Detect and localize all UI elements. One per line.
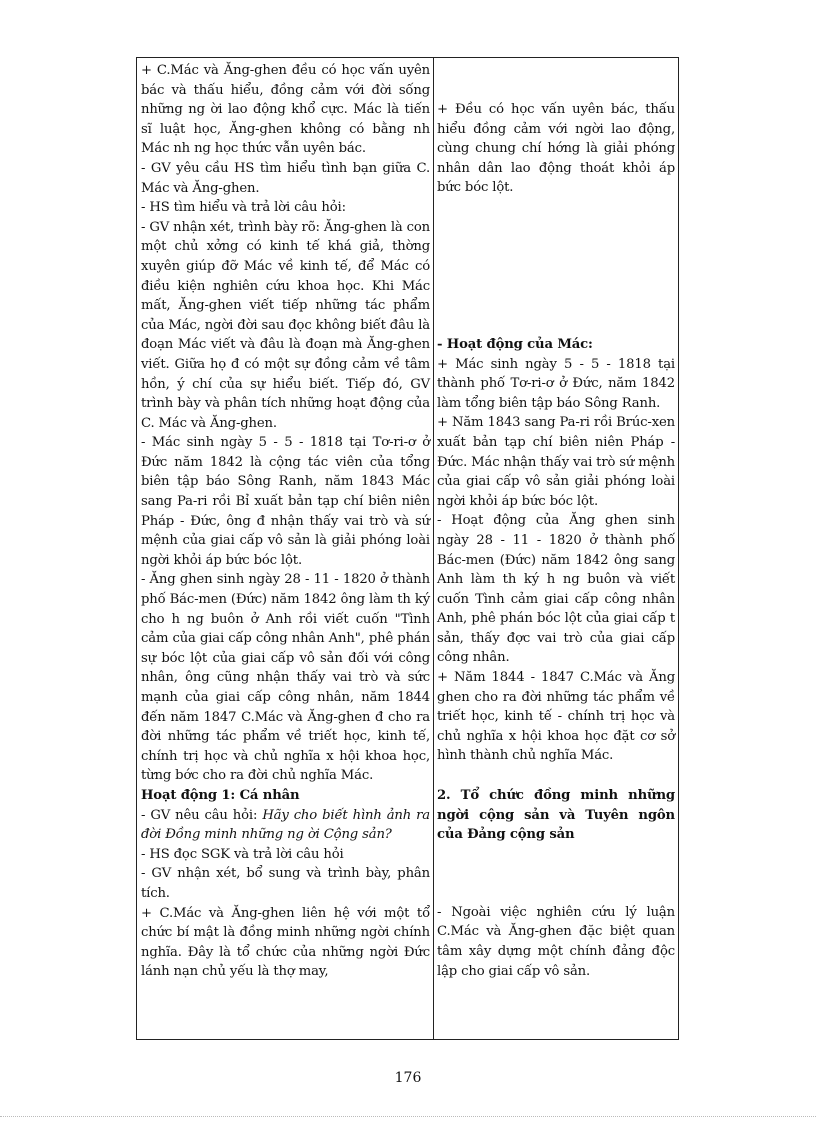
paragraph: + Năm 1844 - 1847 C.Mác và Ăng ghen cho ra đời những tác phẩm về triết học, kinh tế - chính trị học và chủ nghĩa x hội khoa học đặt cơ sở hình thành chủ nghĩa Mác. (437, 670, 675, 764)
paragraph: + Năm 1843 sang Pa-ri rồi Brúc-xen xuất bản tạp chí biên niên Pháp - Đức. Mác nhận thấy vai trò sứ mệnh của giai cấp vô sản giải phóng loài ngời khỏi áp bức bóc lột. (437, 415, 676, 509)
section-heading: 2. Tổ chức đồng minh những ngời cộng sản và Tuyên ngôn của Đảng cộng sản (437, 788, 675, 843)
teacher-activity-column (137, 58, 434, 1039)
paragraph: - GV nhận xét, trình bày rõ: Ăng-ghen là con một chủ xởng có kinh tế khá giả, thờng xuyên giúp đỡ Mác về kinh tế, để Mác có điều kiện nghiên cứu khoa học. Khi Mác mất, Ăng-ghen viết tiếp những tác phẩm của Mác, ngời đời sau đọc không biết đâu là đoạn Mác viết và đâu là đoạn mà Ăng-ghen viết. Giữa họ đ có một sự đồng cảm về tâm hồn, ý chí của sự hiểu biết. Tiếp đó, GV trình bày và phân tích những hoạt động của C. Mác và Ăng-ghen. (141, 219, 431, 431)
question-text: Hãy cho biết hình ảnh ra đời Đồng minh những ng ời Cộng sản? (141, 807, 430, 843)
activity-question (141, 806, 430, 845)
paragraph: + C.Mác và Ăng-ghen đều có học vấn uyên bác và thấu hiểu, đồng cảm với đời sống những ng ời lao động khổ cực. Mác là tiến sĩ luật học, Ăng-ghen không có bằng nh Mác nh ng học thức vẫn uyên bác. (141, 63, 430, 157)
paragraph: + Đều có học vấn uyên bác, thấu hiểu đồng cảm với ngời lao động, cùng chung chí hớng là giải phóng nhân dân lao động thoát khỏi áp bức bóc lột. (437, 102, 675, 196)
paragraph: - Ngoài việc nghiên cứu lý luận C.Mác và Ăng-ghen đặc biệt quan tâm xây dựng một chính đảng độc lập cho giai cấp vô sản. (437, 904, 675, 979)
knowledge-column (434, 58, 678, 1039)
paragraph: - Mác sinh ngày 5 - 5 - 1818 tại Tơ-ri-ơ ở Đức năm 1842 là cộng tác viên của tổng biên tập báo Sông Ranh, năm 1843 Mác sang Pa-ri rồi Bỉ xuất bản tạp chí biên niên Pháp - Đức, ông đ nhận thấy vai trò và sứ mệnh của giai cấp vô sản là giải phóng loài ngời khỏi áp bức bóc lột. (141, 435, 430, 568)
paragraph: + C.Mác và Ăng-ghen liên hệ với một tổ chức bí mật là đồng minh những ngời chính nghĩa. Đây là tổ chức của những ngời Đức lánh nạn chủ yếu là thợ may, (141, 905, 430, 980)
paragraph: - HS đọc SGK và trả lời câu hỏi (141, 846, 344, 862)
page-number: 176 (394, 1070, 422, 1086)
activity-heading: Hoạt động 1: Cá nhân (141, 787, 300, 803)
paragraph: - Hoạt động của Ăng ghen sinh ngày 28 - 11 - 1820 ở thành phố Bác-men (Đức) năm 1842 ông sang Anh làm th ký h ng buôn và viết cuốn Tình cảm giai cấp công nhân Anh, phê phán bóc lột của giai cấp t sản, thấy đợc vai trò của giai cấp công nhân. (437, 513, 675, 666)
question-prefix: - GV nêu câu hỏi: (141, 807, 263, 823)
paragraph: - GV nhận xét, bổ sung và trình bày, phân tích. (141, 866, 430, 901)
paragraph: + Mác sinh ngày 5 - 5 - 1818 tại thành phố Tơ-ri-ơ ở Đức, năm 1842 làm tổng biên tập báo Sông Ranh. (437, 356, 675, 411)
paragraph: - Ăng ghen sinh ngày 28 - 11 - 1820 ở thành phố Bác-men (Đức) năm 1842 ông làm th ký cho h ng buôn ở Anh rồi viết cuốn "Tình cảm của giai cấp công nhân Anh", phê phán sự bóc lột của giai cấp vô sản đối với công nhân, ông cũng nhận thấy vai trò và sức mạnh của giai cấp công nhân, năm 1844 đến năm 1847 C.Mác và Ăng-ghen đ cho ra đời những tác phẩm về triết học, kinh tế, chính trị học và chủ nghĩa x hội khoa học, từng bớc cho ra đời chủ nghĩa Mác. (141, 572, 430, 784)
content-table (136, 57, 679, 1040)
section-subheading: - Hoạt động của Mác: (437, 336, 593, 352)
page-edge-divider (0, 1116, 816, 1117)
paragraph: - GV yêu cầu HS tìm hiểu tình bạn giữa C. Mác và Ăng-ghen. (141, 160, 430, 196)
paragraph: - HS tìm hiểu và trả lời câu hỏi: (141, 200, 346, 216)
